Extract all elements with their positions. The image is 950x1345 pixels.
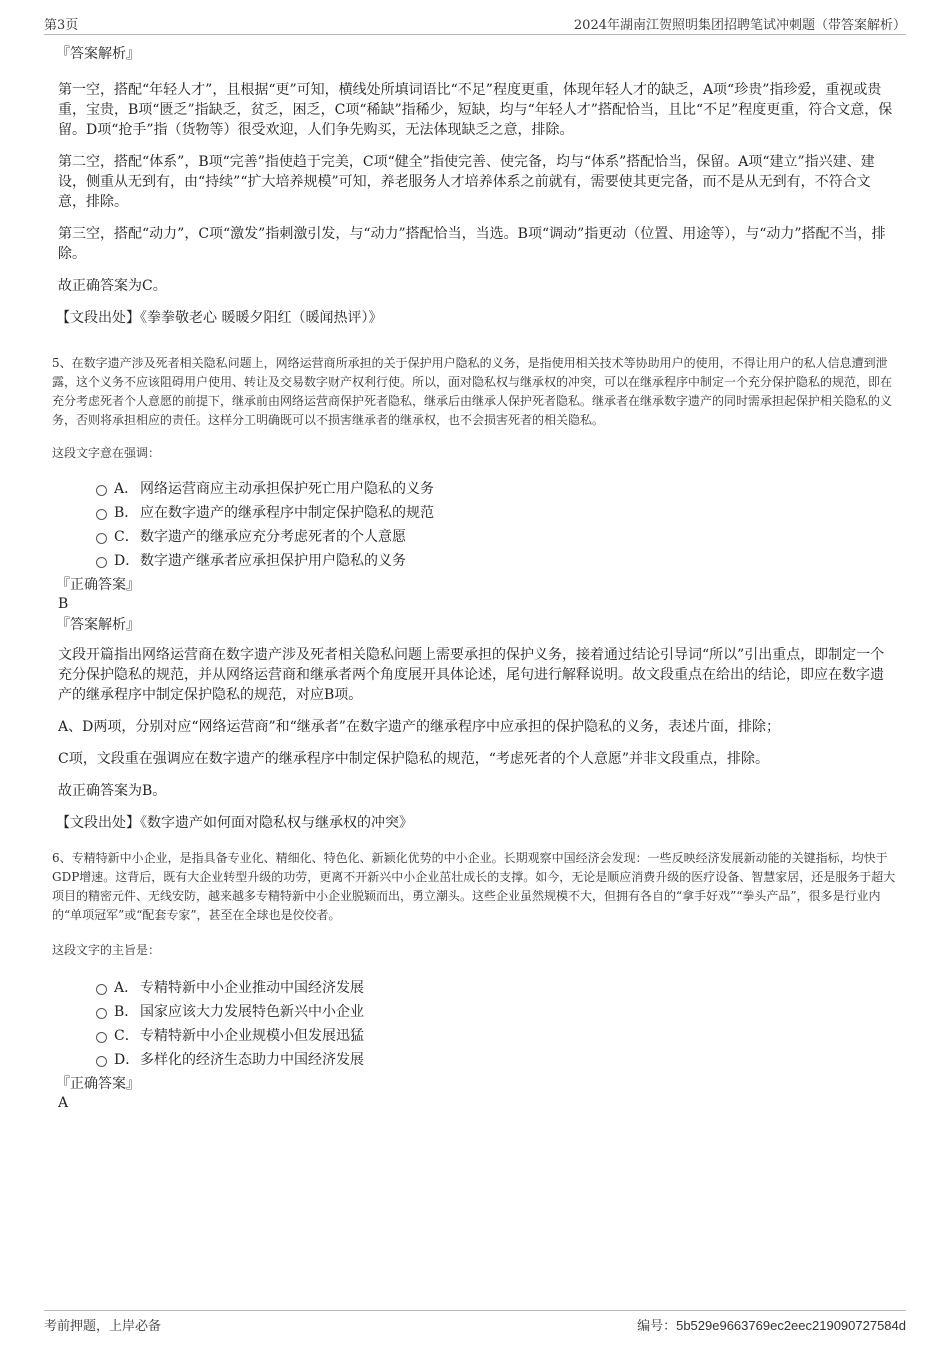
q5-source-label: 【文段出处】: [56, 815, 140, 831]
footer-slogan: 考前押题，上岸必备: [44, 1319, 162, 1334]
page-footer: [44, 1310, 906, 1335]
radio-icon[interactable]: [96, 984, 107, 995]
q5-question: 5、在数字遗产涉及死者相关隐私问题上，网络运营商所承担的关于保护用户隐私的义务，是指使用相关技术等协助用户的使用，不得让用户的私人信息遭到泄露，这个义务不应该阻碍用户使用、转让及交易数字财产权利行使。所以，面对隐私权与继承权的冲突，可以在继承程序中制定一个充分保护隐私的规范，即在充分考虑死者个人意愿的前提下，继承前由网络运营商保护死者隐私，继承后由继承人保护死者隐私。继承者在继承数字遗产的同时需承担起保护相关隐私的义务，否则将承担相应的责任。这样分工明确既可以不损害继承者的继承权，也不会损害死者的相关隐私。: [52, 356, 893, 427]
q4-analysis: [56, 80, 896, 296]
q6-option-a[interactable]: A． 专精特新中小企业推动中国经济发展: [96, 976, 896, 1000]
q5-analysis-tag: 『答案解析』: [56, 617, 140, 633]
radio-icon[interactable]: [96, 533, 107, 544]
q5-prompt: 这段文字意在强调：: [52, 446, 161, 460]
page-content: [52, 44, 896, 1112]
q4-analysis-p2: 第二空，搭配“体系”，B项“完善”指使趋于完美，C项“健全”指使完善、使完备，均与“体系”搭配恰当，保留。A项“建立”指兴建、建设，侧重从无到有，由“持续”“扩大培养规模”可知，养老服务人才培养体系之前就有，需要使其更完备，而不是从无到有，不符合文意，排除。: [58, 154, 875, 210]
document-code-label: 编号：: [637, 1319, 677, 1334]
document-code: [637, 1315, 906, 1334]
q5-option-d[interactable]: D．数字遗产继承者应承担保护用户隐私的义务: [96, 549, 896, 573]
q4-analysis-p1: 第一空，搭配“年轻人才”，且根据“更”可知，横线处所填词语比“不足”程度更重，体现年轻人才的缺乏，A项“珍贵”指珍爱，重视或贵重，宝贵，B项“匮乏”指缺乏，贫乏，困乏，C项“稀缺”指稀少，短缺，均与“年轻人才”搭配恰当，且比“不足”程度更重，符合文意，保留。D项“抢手”指（货物等）很受欢迎，人们争先购买，无法体现缺乏之意，排除。: [58, 82, 893, 138]
page-header: [44, 12, 906, 35]
document-title: 2024年湖南江贺照明集团招聘笔试冲刺题（带答案解析）: [573, 18, 906, 33]
q5-source: [56, 813, 896, 833]
radio-icon[interactable]: [96, 1032, 107, 1043]
q5-analysis-conclusion: 故正确答案为B。: [58, 783, 167, 799]
q4-analysis-conclusion: 故正确答案为C。: [58, 278, 167, 294]
q6-answer-tag: 『正确答案』: [56, 1076, 140, 1092]
q6-answer: A: [58, 1095, 69, 1111]
q4-analysis-tag: 『答案解析』: [56, 46, 140, 62]
q6-prompt: 这段文字的主旨是：: [52, 943, 161, 957]
q6-option-b[interactable]: B． 国家应该大力发展特色新兴中小企业: [96, 1000, 896, 1024]
q4-source-label: 【文段出处】: [56, 310, 140, 326]
q5-option-c[interactable]: C．数字遗产的继承应充分考虑死者的个人意愿: [96, 525, 896, 549]
q6-option-d[interactable]: D．多样化的经济生态助力中国经济发展: [96, 1048, 896, 1072]
q5-source-text: 《数字遗产如何面对隐私权与继承权的冲突》: [140, 815, 413, 831]
q4-analysis-p3: 第三空，搭配“动力”，C项“激发”指刺激引发，与“动力”搭配恰当，当选。B项“调动”指更动（位置、用途等），与“动力”搭配不当，排除。: [58, 226, 886, 262]
document-code-value: 5b529e9663769ec2eec219090727584d: [676, 1318, 906, 1333]
radio-icon[interactable]: [96, 557, 107, 568]
q4-source-text: 《拳拳敬老心 暖暖夕阳红（暖闻热评）》: [140, 310, 383, 326]
q5-analysis-p2: A、D两项，分别对应“网络运营商”和“继承者”在数字遗产的继承程序中应承担的保护隐私的义务，表述片面，排除；: [58, 719, 780, 735]
q5-answer-tag: 『正确答案』: [56, 577, 140, 593]
q6-options: [96, 976, 896, 1072]
page-number: 第3页: [44, 18, 79, 33]
radio-icon[interactable]: [96, 1008, 107, 1019]
q6-option-c[interactable]: C．专精特新中小企业规模小但发展迅猛: [96, 1024, 896, 1048]
q5-options: [96, 477, 896, 573]
radio-icon[interactable]: [96, 485, 107, 496]
q5-option-a[interactable]: A． 网络运营商应主动承担保护死亡用户隐私的义务: [96, 477, 896, 501]
radio-icon[interactable]: [96, 1056, 107, 1067]
q4-source: [56, 308, 896, 328]
q5-analysis: [56, 645, 896, 801]
q5-option-b[interactable]: B． 应在数字遗产的继承程序中制定保护隐私的规范: [96, 501, 896, 525]
q5-analysis-p1: 文段开篇指出网络运营商在数字遗产涉及死者相关隐私问题上需要承担的保护义务，接着通过结论引导词“所以”引出重点，即制定一个充分保护隐私的规范，并从网络运营商和继承者两个角度展开具体论述，尾句进行解释说明。故文段重点在给出的结论，即应在数字遗产的继承程序中制定保护隐私的规范，对应B项。: [58, 647, 885, 703]
radio-icon[interactable]: [96, 509, 107, 520]
q5-answer: B: [58, 596, 69, 612]
q6-question: 6、专精特新中小企业，是指具备专业化、精细化、特色化、新颖化优势的中小企业。长期观察中国经济会发现：一些反映经济发展新动能的关键指标，均快于GDP增速。这背后，既有大企业转型升级的功劳，更离不开新兴中小企业茁壮成长的支撑。如今，无论是顺应消费升级的医疗设备、智慧家居，还是服务于超大项目的精密元件、无线安防，越来越多专精特新中小企业脱颖而出，勇立潮头。这些企业虽然规模不大，但拥有各自的“拿手好戏”“拳头产品”，很多是行业内的“单项冠军”或“配套专家”，甚至在全球也是佼佼者。: [52, 851, 896, 922]
q5-analysis-p3: C项，文段重在强调应在数字遗产的继承程序中制定保护隐私的规范，“考虑死者的个人意愿”并非文段重点，排除。: [58, 751, 770, 767]
